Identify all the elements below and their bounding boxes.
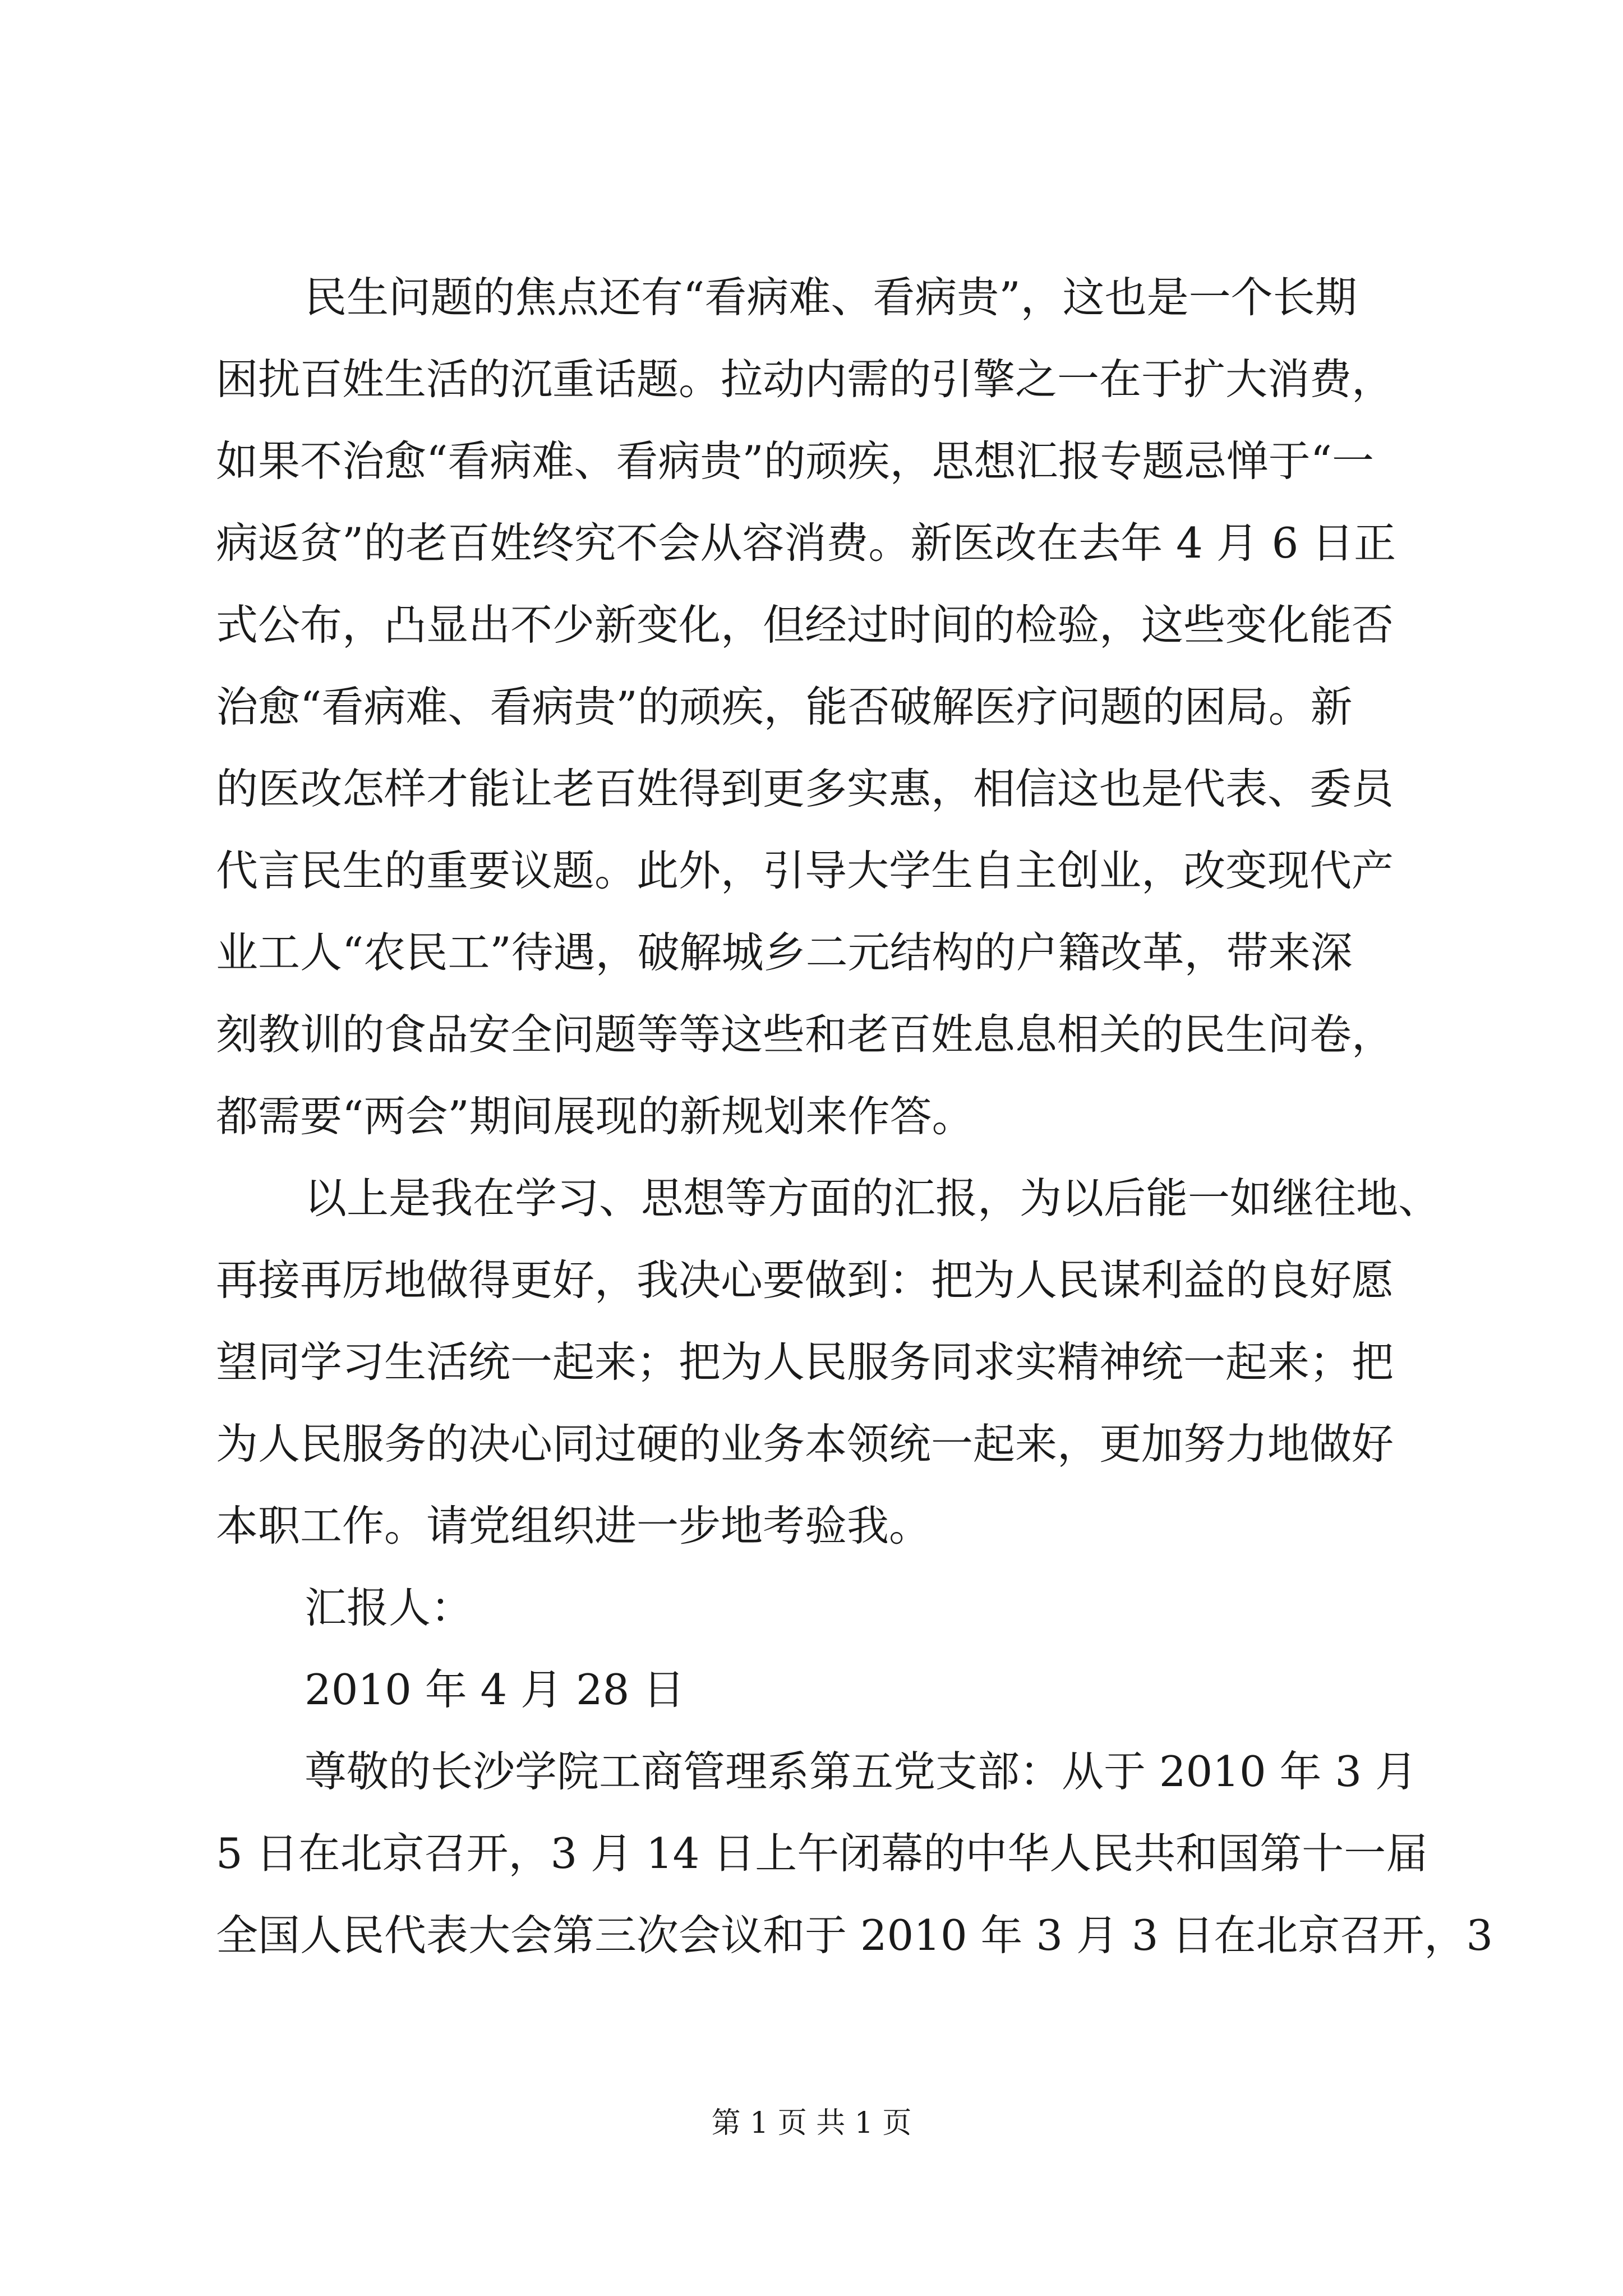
text-line-14: 望同学习生活统一起来；把为人民服务同求实精神统一起来；把 <box>216 1337 1394 1387</box>
text-line-7: 的医改怎样才能让老百姓得到更多实惠，相信这也是代表、委员 <box>216 764 1394 813</box>
text-line-9: 业工人“农民工”待遇，破解城乡二元结构的户籍改革，带来深 <box>216 928 1353 977</box>
report-date: 2010 年 4 月 28 日 <box>305 1665 685 1714</box>
text-line-12: 以上是我在学习、思想等方面的汇报，为以后能一如继往地、 <box>305 1174 1441 1223</box>
text-line-13: 再接再厉地做得更好，我决心要做到：把为人民谋利益的良好愿 <box>216 1255 1394 1305</box>
text-line-3: 如果不治愈“看病难、看病贵”的顽疾，思想汇报专题忌惮于“一 <box>216 436 1375 486</box>
text-line-21: 全国人民代表大会第三次会议和于 2010 年 3 月 3 日在北京召开，3 <box>216 1911 1493 1960</box>
text-line-11: 都需要“两会”期间展现的新规划来作答。 <box>216 1092 974 1141</box>
text-line-20: 5 日在北京召开，3 月 14 日上午闭幕的中华人民共和国第十一届 <box>216 1829 1428 1878</box>
text-line-19: 尊敬的长沙学院工商管理系第五党支部：从于 2010 年 3 月 <box>305 1747 1417 1796</box>
page-number: 第 1 页 共 1 页 <box>711 2106 912 2140</box>
text-line-2: 困扰百姓生活的沉重话题。拉动内需的引擎之一在于扩大消费， <box>216 355 1394 404</box>
text-line-16: 本职工作。请党组织进一步地考验我。 <box>216 1501 932 1550</box>
text-line-6: 治愈“看病难、看病贵”的顽疾，能否破解医疗问题的困局。新 <box>216 682 1353 731</box>
text-line-8: 代言民生的重要议题。此外，引导大学生自主创业，改变现代产 <box>216 846 1394 895</box>
text-line-5: 式公布，凸显出不少新变化，但经过时间的检验，这些变化能否 <box>216 600 1394 650</box>
text-line-1: 民生问题的焦点还有“看病难、看病贵”，这也是一个长期 <box>305 273 1357 322</box>
text-line-15: 为人民服务的决心同过硬的业务本领统一起来，更加努力地做好 <box>216 1419 1394 1469</box>
text-line-10: 刻教训的食品安全问题等等这些和老百姓息息相关的民生问卷， <box>216 1010 1394 1059</box>
reporter-label: 汇报人： <box>305 1583 473 1632</box>
text-line-4: 病返贫”的老百姓终究不会从容消费。新医改在去年 4 月 6 日正 <box>216 518 1396 568</box>
